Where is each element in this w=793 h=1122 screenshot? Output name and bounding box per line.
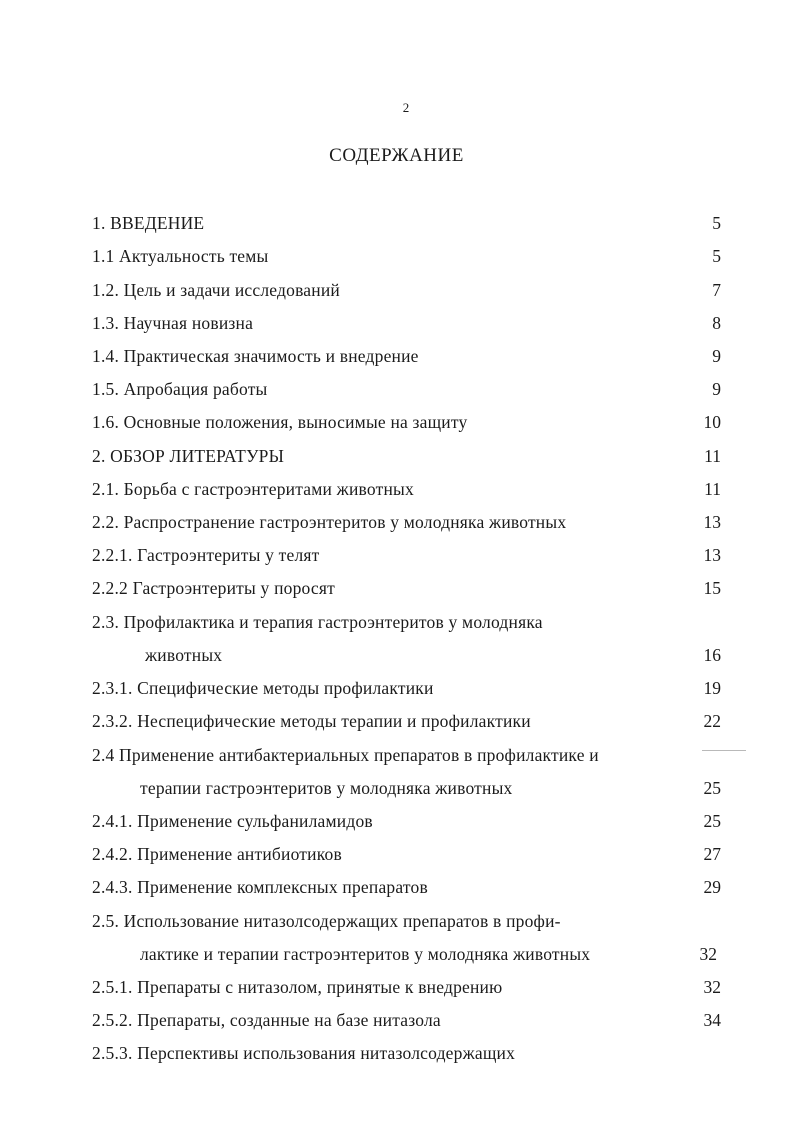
toc-entry-page: 15	[703, 578, 721, 598]
toc-entry-page: 11	[704, 479, 721, 499]
toc-entry-title: 1.3. Научная новизна	[92, 313, 254, 333]
toc-entry-page: 25	[703, 778, 721, 798]
scan-mark	[702, 750, 746, 751]
toc-entry-page: 13	[703, 512, 721, 532]
toc-entry-page: 13	[703, 545, 721, 565]
toc-entry-continuation: животных	[145, 645, 223, 665]
toc-entry-continuation: терапии гастроэнтеритов у молодняка животных	[140, 778, 513, 798]
toc-entry-title: 2.4.1. Применение сульфаниламидов	[92, 811, 373, 831]
toc-entry-title: 2.5. Использование нитазолсодержащих препаратов в профи-	[92, 911, 561, 931]
toc-entry-title: 2.2. Распространение гастроэнтеритов у молодняка животных	[92, 512, 567, 532]
toc-entry-title: 2.4.3. Применение комплексных препаратов	[92, 877, 428, 897]
toc-entry-title: 2. ОБЗОР ЛИТЕРАТУРЫ	[92, 446, 285, 466]
toc-entry-page: 16	[703, 645, 721, 665]
toc-entry-continuation: лактике и терапии гастроэнтеритов у молодняка животных	[140, 944, 591, 964]
toc-entry-title: 2.5.3. Перспективы использования нитазолсодержащих	[92, 1043, 516, 1063]
toc-entry-title: 1.6. Основные положения, выносимые на защиту	[92, 412, 468, 432]
toc-entry-title: 1.5. Апробация работы	[92, 379, 268, 399]
toc-entry-title: 2.2.1. Гастроэнтериты у телят	[92, 545, 320, 565]
toc-entry-title: 1. ВВЕДЕНИЕ	[92, 213, 205, 233]
toc-entry-page: 5	[712, 213, 721, 233]
toc-entry-title: 2.3. Профилактика и терапия гастроэнтеритов у молодняка	[92, 612, 543, 632]
toc-entry-page: 5	[712, 246, 721, 266]
toc-entry-page: 11	[704, 446, 721, 466]
toc-entry-title: 2.4.2. Применение антибиотиков	[92, 844, 342, 864]
page-number: 2	[402, 100, 410, 115]
toc-entry-title: 2.2.2 Гастроэнтериты у поросят	[92, 578, 335, 598]
toc-entry-title: 2.3.2. Неспецифические методы терапии и профилактики	[92, 711, 531, 731]
toc-entry-page: 19	[703, 678, 721, 698]
toc-entry-page: 10	[703, 412, 721, 432]
toc-entry-page: 27	[703, 844, 721, 864]
toc-entry-page: 32	[699, 944, 717, 964]
toc-entry-title: 2.5.2. Препараты, созданные на базе нитазола	[92, 1010, 441, 1030]
toc-entry-page: 9	[712, 346, 721, 366]
toc-entry-page: 32	[703, 977, 721, 997]
toc-entry-title: 1.1 Актуальность темы	[92, 246, 269, 266]
page-title: СОДЕРЖАНИЕ	[329, 145, 464, 166]
toc-entry-page: 34	[703, 1010, 721, 1030]
toc-entry-title: 1.4. Практическая значимость и внедрение	[92, 346, 419, 366]
toc-entry-title: 2.4 Применение антибактериальных препаратов в профилактике и	[92, 745, 599, 765]
toc-entry-title: 1.2. Цель и задачи исследований	[92, 280, 340, 300]
toc-entry-page: 8	[712, 313, 721, 333]
toc-entry-page: 29	[703, 877, 721, 897]
toc-entry-title: 2.1. Борьба с гастроэнтеритами животных	[92, 479, 414, 499]
toc-entry-page: 25	[703, 811, 721, 831]
toc-entry-title: 2.5.1. Препараты с нитазолом, принятые к внедрению	[92, 977, 503, 997]
toc-entry-page: 9	[712, 379, 721, 399]
toc-entry-page: 7	[712, 280, 721, 300]
toc-entry-title: 2.3.1. Специфические методы профилактики	[92, 678, 434, 698]
toc-entry-page: 22	[703, 711, 721, 731]
